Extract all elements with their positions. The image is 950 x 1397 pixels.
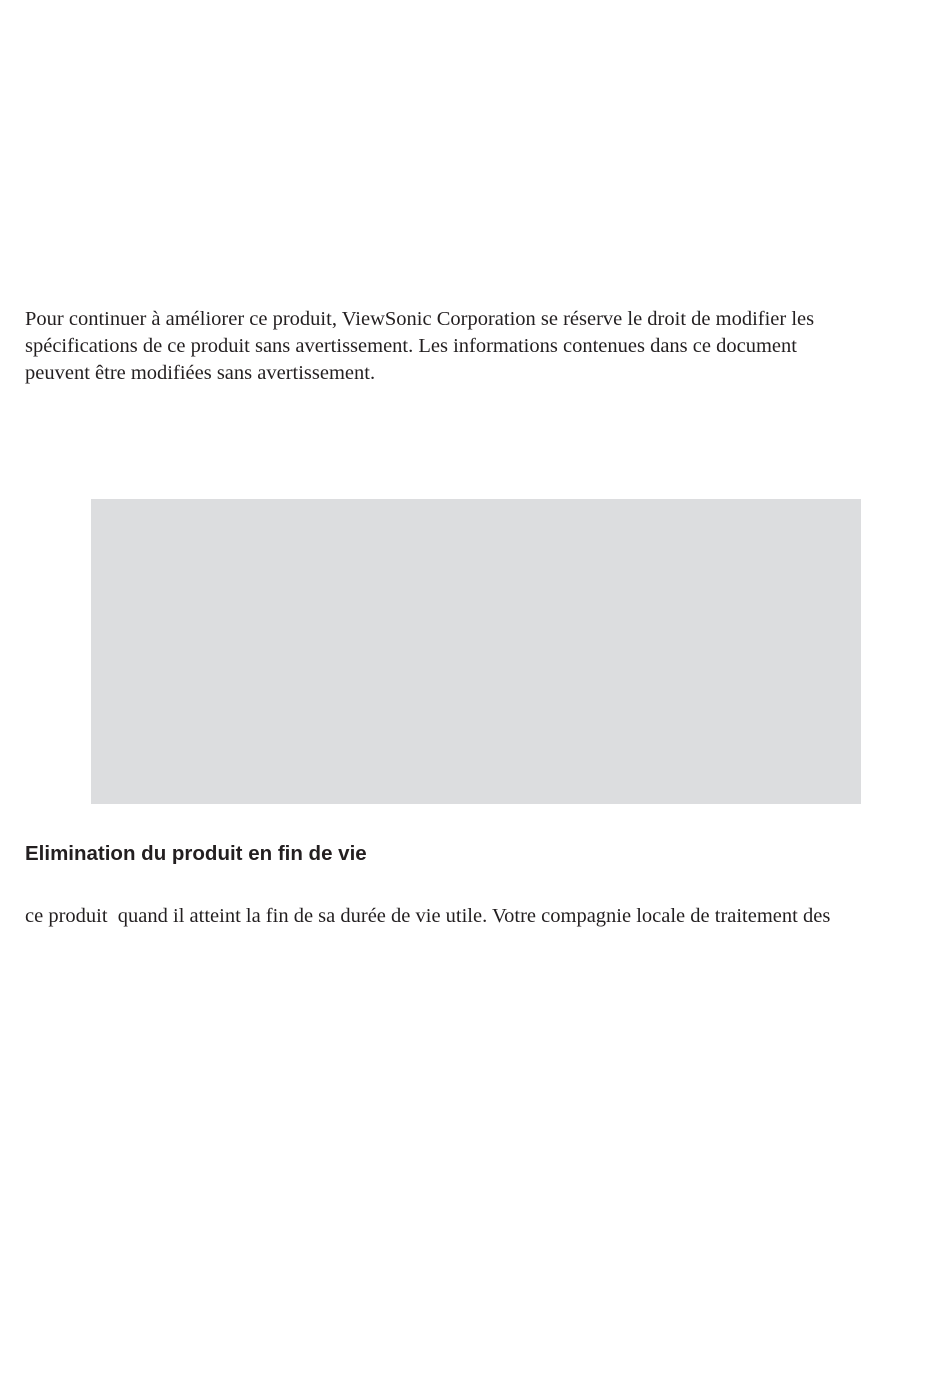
notice-line-3: peuvent être modifiées sans avertissement. [25, 362, 376, 384]
gray-placeholder-box [91, 499, 861, 804]
notice-line-2: spécifications de ce produit sans avertissement. Les informations contenues dans ce document [25, 335, 797, 357]
product-change-notice [25, 306, 925, 387]
disposal-section-title: Elimination du produit en fin de vie [25, 842, 367, 865]
notice-line-1: Pour continuer à améliorer ce produit, ViewSonic Corporation se réserve le droit de modifier les [25, 308, 815, 330]
disposal-paragraph: ce produit quand il atteint la fin de sa durée de vie utile. Votre compagnie locale de traitement des [25, 905, 831, 927]
